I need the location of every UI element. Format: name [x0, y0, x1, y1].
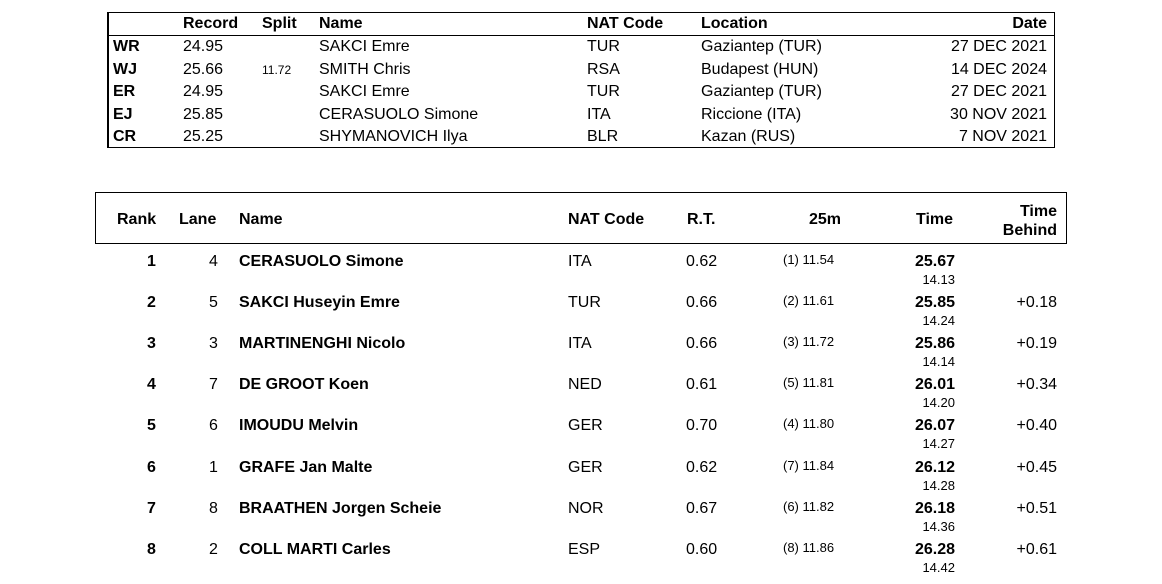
record-name: CERASUOLO Simone — [319, 105, 479, 123]
results-table — [0, 192, 1162, 584]
result-rank: 4 — [147, 376, 156, 394]
results-header-time-behind-line2: Behind — [1002, 222, 1057, 239]
record-location: Gaziantep (TUR) — [701, 38, 822, 55]
result-lane: 5 — [209, 294, 218, 312]
result-split25: (5) 11.81 — [783, 375, 835, 391]
result-behind: +0.19 — [1016, 335, 1057, 353]
result-row — [0, 535, 1162, 576]
result-split25: (7) 11.84 — [783, 457, 835, 473]
record-nat: BLR — [587, 128, 619, 146]
result-name: COLL MARTI Carles — [239, 540, 391, 558]
result-split25: (3) 11.72 — [783, 334, 835, 350]
result-row — [0, 370, 1162, 411]
result-split25: (8) 11.86 — [783, 539, 835, 555]
result-row — [0, 453, 1162, 494]
record-date: 7 NOV 2021 — [958, 128, 1047, 146]
record-record: 25.85 — [183, 105, 224, 123]
record-nat: ITA — [587, 105, 611, 123]
result-behind: +0.51 — [1016, 499, 1057, 517]
record-name: SHYMANOVICH Ilya — [319, 128, 468, 146]
results-header-time-behind-line1: Time — [1019, 203, 1057, 220]
result-time: 26.28 — [914, 540, 955, 558]
result-rt: 0.62 — [686, 253, 718, 270]
result-row — [0, 494, 1162, 535]
record-name: SAKCI Emre — [319, 83, 410, 101]
result-split25: (4) 11.80 — [783, 416, 835, 432]
record-code: CR — [113, 128, 137, 146]
record-date: 14 DEC 2024 — [950, 60, 1047, 78]
result-time: 26.01 — [914, 376, 955, 394]
records-table — [107, 12, 1055, 148]
record-name: SAKCI Emre — [319, 38, 410, 55]
record-row — [109, 104, 1054, 126]
result-name: CERASUOLO Simone — [239, 253, 404, 270]
records-header-record: Record — [183, 15, 239, 32]
record-code: WR — [113, 38, 140, 55]
record-location: Riccione (ITA) — [701, 105, 802, 123]
results-header-25m: 25m — [809, 211, 842, 228]
result-name: MARTINENGHI Nicolo — [239, 335, 406, 353]
records-header-nat: NAT Code — [587, 15, 664, 32]
record-nat: TUR — [587, 38, 620, 55]
result-name: IMOUDU Melvin — [239, 417, 359, 435]
results-header-time-behind — [1003, 202, 1057, 240]
result-nat: GER — [568, 458, 603, 476]
result-name: DE GROOT Koen — [239, 376, 369, 394]
record-row — [109, 59, 1054, 81]
result-time: 25.67 — [914, 253, 955, 270]
result-rank: 1 — [147, 253, 156, 270]
result-row — [0, 247, 1162, 288]
result-rank: 8 — [147, 540, 156, 558]
result-time: 25.85 — [914, 294, 955, 312]
result-name: GRAFE Jan Malte — [239, 458, 373, 476]
record-nat: RSA — [587, 60, 620, 78]
result-rank: 2 — [147, 294, 156, 312]
record-code: EJ — [113, 105, 133, 123]
record-date: 27 DEC 2021 — [950, 38, 1047, 55]
result-row — [0, 411, 1162, 452]
results-header-lane: Lane — [179, 211, 217, 228]
result-sub: 14.13 — [922, 272, 955, 287]
records-header-location: Location — [701, 15, 768, 32]
result-name: SAKCI Huseyin Emre — [239, 294, 400, 312]
result-split25: (1) 11.54 — [783, 252, 835, 267]
result-nat: ITA — [568, 253, 592, 270]
result-rank: 6 — [147, 458, 156, 476]
result-rank: 7 — [147, 499, 156, 517]
record-location: Budapest (HUN) — [701, 60, 819, 78]
result-nat: TUR — [568, 294, 601, 312]
record-row — [109, 126, 1054, 148]
records-header-date: Date — [1012, 15, 1047, 32]
result-lane: 6 — [209, 417, 218, 435]
record-record: 25.25 — [183, 128, 224, 146]
records-header-split: Split — [262, 15, 297, 32]
result-row — [0, 288, 1162, 329]
record-date: 30 NOV 2021 — [950, 105, 1047, 123]
result-nat: ESP — [568, 540, 601, 558]
result-sub: 14.42 — [922, 559, 955, 575]
result-lane: 2 — [209, 540, 218, 558]
result-rank: 5 — [147, 417, 156, 435]
result-name: BRAATHEN Jorgen Scheie — [239, 499, 442, 517]
result-sub: 14.36 — [922, 518, 955, 534]
result-row — [0, 329, 1162, 370]
record-record: 25.66 — [183, 60, 224, 78]
result-sub: 14.14 — [922, 354, 955, 370]
record-code: WJ — [113, 60, 137, 78]
record-location: Gaziantep (TUR) — [701, 83, 822, 101]
result-lane: 8 — [209, 499, 218, 517]
result-time: 25.86 — [914, 335, 955, 353]
record-location: Kazan (RUS) — [701, 128, 796, 146]
result-rt: 0.70 — [686, 417, 718, 435]
record-split: 11.72 — [262, 62, 292, 77]
result-time: 26.12 — [914, 458, 955, 476]
result-sub: 14.20 — [922, 395, 955, 411]
results-header-rank: Rank — [117, 211, 157, 228]
result-sub: 14.27 — [922, 436, 955, 452]
records-header — [109, 13, 1054, 36]
result-lane: 7 — [209, 376, 218, 394]
record-date: 27 DEC 2021 — [950, 83, 1047, 101]
record-nat: TUR — [587, 83, 620, 101]
result-time: 26.18 — [914, 499, 955, 517]
result-rt: 0.60 — [686, 540, 718, 558]
result-behind: +0.61 — [1016, 540, 1057, 558]
record-record: 24.95 — [183, 38, 224, 55]
result-time: 26.07 — [914, 417, 955, 435]
results-header-rt: R.T. — [687, 211, 716, 228]
results-header-time: Time — [916, 211, 954, 228]
result-lane: 1 — [209, 458, 218, 476]
result-rt: 0.66 — [686, 294, 718, 312]
record-row — [109, 81, 1054, 103]
result-rt: 0.61 — [686, 376, 718, 394]
results-header-nat: NAT Code — [568, 211, 645, 228]
result-lane: 3 — [209, 335, 218, 353]
result-behind: +0.40 — [1016, 417, 1057, 435]
result-behind: +0.34 — [1016, 376, 1057, 394]
record-name: SMITH Chris — [319, 60, 411, 78]
result-rt: 0.67 — [686, 499, 718, 517]
result-nat: GER — [568, 417, 603, 435]
result-nat: ITA — [568, 335, 592, 353]
record-record: 24.95 — [183, 83, 224, 101]
results-header — [95, 192, 1067, 244]
record-row — [109, 36, 1054, 58]
result-behind: +0.18 — [1016, 294, 1057, 312]
result-nat: NOR — [568, 499, 604, 517]
result-lane: 4 — [209, 253, 218, 270]
records-header-name: Name — [319, 15, 363, 32]
result-split25: (2) 11.61 — [783, 293, 835, 309]
record-code: ER — [113, 83, 136, 101]
result-split25: (6) 11.82 — [783, 498, 835, 514]
results-header-name: Name — [239, 211, 283, 228]
result-sub: 14.28 — [922, 477, 955, 493]
result-rank: 3 — [147, 335, 156, 353]
result-rt: 0.62 — [686, 458, 718, 476]
result-behind: +0.45 — [1016, 458, 1057, 476]
result-rt: 0.66 — [686, 335, 718, 353]
result-nat: NED — [568, 376, 602, 394]
result-sub: 14.24 — [922, 313, 955, 329]
